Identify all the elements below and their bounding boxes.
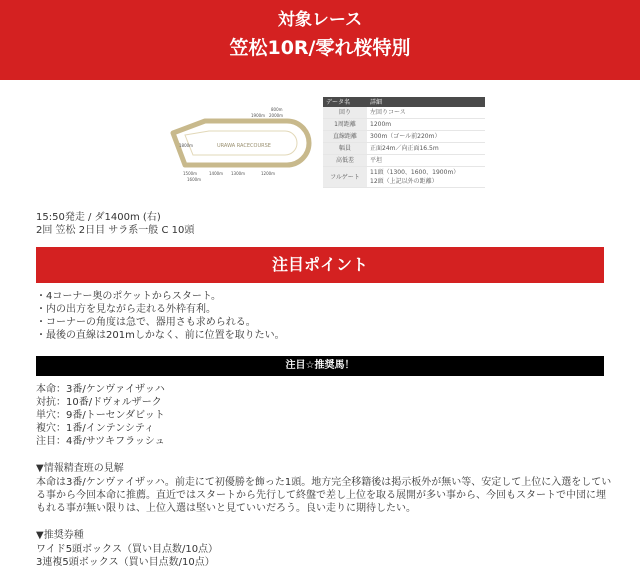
race-info [36,211,194,237]
attention-points [36,290,285,342]
spec-key: 幅員 [323,143,367,155]
spec-row [323,119,485,131]
race-time-distance: 15:50発走 / ダ1400m (右) [36,212,161,223]
race-header [0,0,640,80]
list-item: 複穴：1番/インテンシティ [36,423,155,434]
list-item: 単穴：9番/トーセンダビット [36,410,165,421]
mark-1200m: 1200m [261,171,276,176]
spec-key: フルゲート [323,167,367,188]
list-item: ・4コーナー奥のポケットからスタート。 [36,291,221,302]
header-race-title: 笠松10R/零れ桜特別 [229,37,411,59]
spec-value: 平坦 [367,155,485,167]
mark-1400m: 1400m [209,171,224,176]
header-subtitle: 対象レース [277,10,363,30]
spec-value: 左回りコース [367,107,485,119]
list-item: ・最後の直線は201mしかなく、前に位置を取りたい。 [36,330,285,341]
spec-row [323,155,485,167]
race-meeting-class: 2回 笠松 2日目 サラ系一般 C 10頭 [36,225,195,236]
spec-key: 1周距離 [323,119,367,131]
recommend-banner: 注目☆推奨馬！ [36,356,604,376]
course-caption: URAWA RACECOURSE [217,143,271,149]
spec-row [323,143,485,155]
spec-value: 300m（ゴール前220m） [367,131,485,143]
course-spec-table [323,97,485,188]
spec-col-detail: 詳細 [367,97,485,107]
list-item: 注目：4番/サツキフラッシュ [36,436,165,447]
list-item: 本命：3番/ケンヴァイザッハ [36,384,165,395]
spec-col-name: データ名 [323,97,367,107]
spec-row [323,107,485,119]
spec-value: 正面24m／向正面16.5m [367,143,485,155]
spec-header-row [323,97,485,107]
mark-1600m: 1600m [187,177,202,182]
list-item: 3連複5頭ボックス（買い目点数/10点） [36,557,215,568]
bets-title: ▼推奨券種 [36,530,84,541]
pick-list [36,383,165,448]
spec-key: 高低差 [323,155,367,167]
list-item: ・内の出方を見ながら走れる外枠有利。 [36,304,216,315]
mark-1300m: 1300m [231,171,246,176]
spec-value-line: 12頭（上記以外の距離） [370,178,438,185]
list-item: ・コーナーの角度は急で、器用さも求められる。 [36,317,256,328]
spec-key: 回り [323,107,367,119]
mark-1800m: 1800m [179,143,194,148]
mark-800m: 800m [271,107,283,112]
course-map-drawing [165,103,315,185]
comment-title: ▼情報精査班の見解 [36,463,124,474]
spec-value: 1200m [367,119,485,131]
spec-row [323,167,485,188]
list-item: 対抗：10番/ドヴォルザーク [36,397,162,408]
bet-list [36,543,218,569]
spec-value-line: 11頭（1300、1600、1900m） [370,169,460,176]
comment-body: 本命は3番/ケンヴァイザッハ。前走にて初優勝を飾った1頭。地方完全移籍後は掲示板外が無い等、安定して上位に入選をしている事から今回本命に推薦。直近ではスタートから先行して終盤で差し上位を取る展開が多い事から、今回もスタートで中団に埋もれる事が無い限りは、上位入選は堅いと見ていいだろう。良い走りに期待したい。 [36,477,612,514]
mark-2000m: 2000m [269,113,284,118]
mark-1500m: 1500m [183,171,198,176]
course-map [165,103,315,185]
spec-key: 直線距離 [323,131,367,143]
spec-value [367,167,485,188]
mark-1900m: 1900m [251,113,266,118]
spec-row [323,131,485,143]
list-item: ワイド5頭ボックス（買い目点数/10点） [36,544,219,555]
attention-banner: 注目ポイント [36,247,604,283]
